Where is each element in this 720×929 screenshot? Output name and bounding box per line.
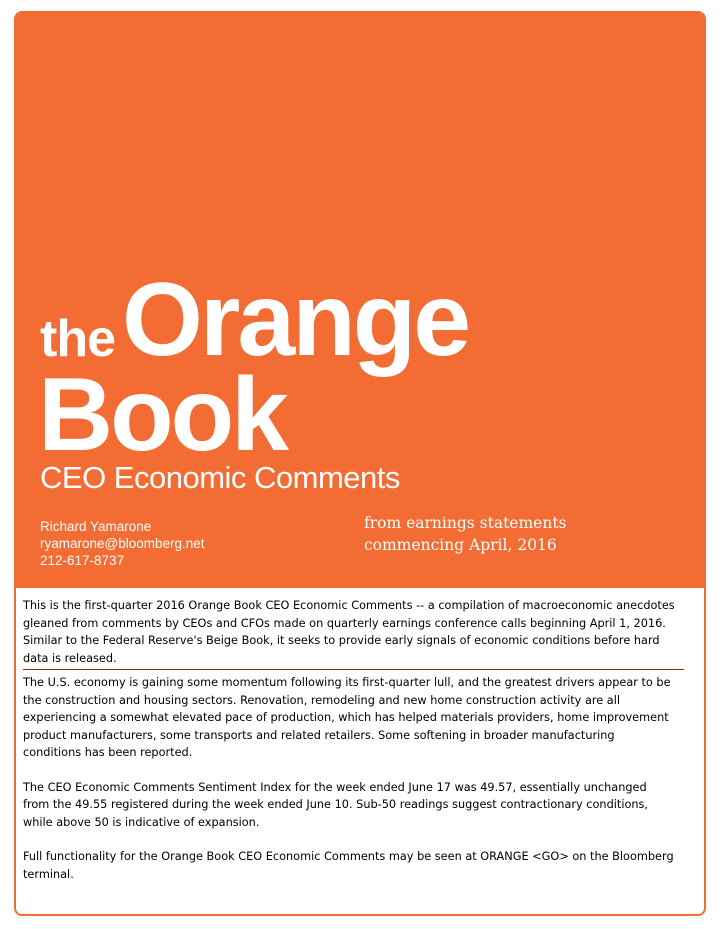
author-contact bbox=[40, 518, 205, 569]
author-phone: 212-617-8737 bbox=[40, 553, 125, 568]
functionality-paragraph: Full functionality for the Orange Book CEO Economic Comments may be seen at ORANGE <GO> on the Bloomberg terminal. bbox=[23, 850, 674, 881]
title-orange: Orange bbox=[122, 262, 469, 378]
title-book: Book bbox=[38, 357, 286, 473]
cover-panel bbox=[16, 13, 704, 588]
section-divider bbox=[23, 669, 684, 670]
summary-paragraph: The U.S. economy is gaining some momentum following its first-quarter lull, and the greatest drivers appear to be the construction and housing sectors. Renovation, remodeling and new home construction activity are all experiencing a somewhat elevated pace of production, which has helped materials providers, home improvement product manufacturers, some transports and related retailers. Some softening in broader manufacturing conditions has been reported. bbox=[23, 676, 671, 759]
author-email: ryamarone@bloomberg.net bbox=[40, 536, 205, 551]
coverage-period bbox=[364, 512, 567, 556]
period-line-2: commencing April, 2016 bbox=[364, 536, 557, 554]
author-name: Richard Yamarone bbox=[40, 519, 152, 534]
subtitle: CEO Economic Comments bbox=[40, 460, 400, 495]
intro-paragraph: This is the first-quarter 2016 Orange Book CEO Economic Comments -- a compilation of macroeconomic anecdotes gleaned from comments by CEOs and CFOs made on quarterly earnings conference calls beginning April 1, 2016. Similar to the Federal Reserve's Beige Book, it seeks to provide early signals of economic conditions before hard data is released. bbox=[23, 599, 675, 665]
page-frame bbox=[14, 11, 706, 916]
report-body bbox=[23, 597, 676, 883]
period-line-1: from earnings statements bbox=[364, 514, 567, 532]
title-the: the bbox=[40, 310, 115, 368]
sentiment-paragraph: The CEO Economic Comments Sentiment Index for the week ended June 17 was 49.57, essentially unchanged from the 49.55 registered during the week ended June 10. Sub-50 readings suggest contractionary conditions, while above 50 is indicative of expansion. bbox=[23, 780, 649, 829]
